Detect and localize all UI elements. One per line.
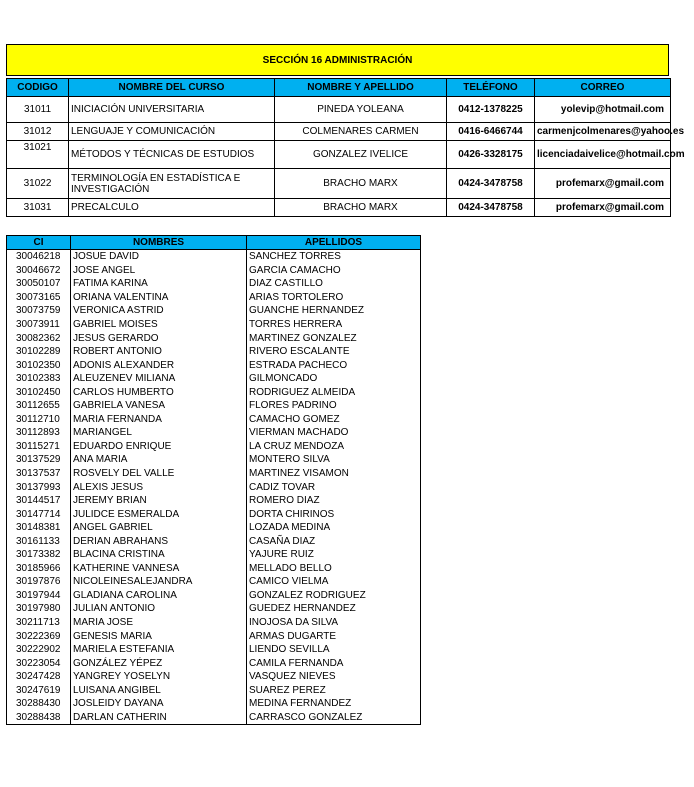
- header-nombre-apellido: NOMBRE Y APELLIDO: [275, 79, 447, 97]
- course-professor: GONZALEZ IVELICE: [275, 141, 447, 169]
- student-row: [7, 670, 421, 684]
- student-surnames: GUEDEZ HERNANDEZ: [247, 602, 421, 616]
- student-ci: 30185966: [7, 562, 71, 576]
- student-surnames: ARMAS DUGARTE: [247, 629, 421, 643]
- course-name: PRECALCULO: [69, 199, 275, 217]
- student-names: JESUS GERARDO: [71, 331, 247, 345]
- course-code: 31011: [7, 97, 69, 123]
- student-surnames: GUANCHE HERNANDEZ: [247, 304, 421, 318]
- student-row: [7, 372, 421, 386]
- student-names: GENESIS MARIA: [71, 629, 247, 643]
- course-row: [7, 141, 671, 169]
- student-surnames: GONZALEZ RODRIGUEZ: [247, 589, 421, 603]
- student-surnames: MARTINEZ GONZALEZ: [247, 331, 421, 345]
- student-row: [7, 264, 421, 278]
- student-names: MARIANGEL: [71, 426, 247, 440]
- student-names: JULIDCE ESMERALDA: [71, 507, 247, 521]
- course-email: licenciadaivelice@hotmail.com: [535, 141, 671, 169]
- section-title: SECCIÓN 16 ADMINISTRACIÓN: [6, 44, 669, 76]
- student-row: [7, 534, 421, 548]
- student-names: ANGEL GABRIEL: [71, 521, 247, 535]
- course-name: TERMINOLOGÍA EN ESTADÍSTICA E INVESTIGACIÓN: [69, 169, 275, 199]
- course-code: 31012: [7, 123, 69, 141]
- course-phone: 0424-3478758: [447, 169, 535, 199]
- course-header-row: [7, 79, 671, 97]
- course-professor: BRACHO MARX: [275, 169, 447, 199]
- student-names: EDUARDO ENRIQUE: [71, 440, 247, 454]
- student-names: JOSLEIDY DAYANA: [71, 697, 247, 711]
- student-names: MARIA FERNANDA: [71, 413, 247, 427]
- student-ci: 30115271: [7, 440, 71, 454]
- student-names: GABRIEL MOISES: [71, 318, 247, 332]
- student-surnames: CAMILA FERNANDA: [247, 656, 421, 670]
- student-surnames: VIERMAN MACHADO: [247, 426, 421, 440]
- student-names: MARIA JOSE: [71, 616, 247, 630]
- student-names: ALEUZENEV MILIANA: [71, 372, 247, 386]
- student-ci: 30247428: [7, 670, 71, 684]
- student-surnames: MELLADO BELLO: [247, 562, 421, 576]
- course-row: [7, 123, 671, 141]
- course-row: [7, 169, 671, 199]
- course-professor: BRACHO MARX: [275, 199, 447, 217]
- course-row: [7, 199, 671, 217]
- student-surnames: MARTINEZ VISAMON: [247, 467, 421, 481]
- student-surnames: CAMACHO GOMEZ: [247, 413, 421, 427]
- student-ci: 30082362: [7, 331, 71, 345]
- student-ci: 30288430: [7, 697, 71, 711]
- student-names: GONZÁLEZ YÉPEZ: [71, 656, 247, 670]
- student-names: JOSUE DAVID: [71, 250, 247, 264]
- header-correo: CORREO: [535, 79, 671, 97]
- course-phone: 0412-1378225: [447, 97, 535, 123]
- student-ci: 30148381: [7, 521, 71, 535]
- student-row: [7, 656, 421, 670]
- student-ci: 30050107: [7, 277, 71, 291]
- student-ci: 30147714: [7, 507, 71, 521]
- course-phone: 0416-6466744: [447, 123, 535, 141]
- student-row: [7, 480, 421, 494]
- student-names: ROBERT ANTONIO: [71, 345, 247, 359]
- student-surnames: TORRES HERRERA: [247, 318, 421, 332]
- student-surnames: ESTRADA PACHECO: [247, 358, 421, 372]
- student-ci: 30211713: [7, 616, 71, 630]
- student-ci: 30046218: [7, 250, 71, 264]
- student-row: [7, 385, 421, 399]
- student-ci: 30112655: [7, 399, 71, 413]
- student-row: [7, 643, 421, 657]
- student-row: [7, 629, 421, 643]
- student-names: CARLOS HUMBERTO: [71, 385, 247, 399]
- student-surnames: CASAÑA DIAZ: [247, 534, 421, 548]
- student-table: [6, 235, 421, 725]
- student-surnames: GILMONCADO: [247, 372, 421, 386]
- student-row: [7, 304, 421, 318]
- student-surnames: RODRIGUEZ ALMEIDA: [247, 385, 421, 399]
- student-names: GLADIANA CAROLINA: [71, 589, 247, 603]
- student-names: JULIAN ANTONIO: [71, 602, 247, 616]
- student-surnames: DORTA CHIRINOS: [247, 507, 421, 521]
- student-names: JEREMY BRIAN: [71, 494, 247, 508]
- student-surnames: DIAZ CASTILLO: [247, 277, 421, 291]
- student-ci: 30197980: [7, 602, 71, 616]
- student-row: [7, 548, 421, 562]
- student-row: [7, 426, 421, 440]
- student-surnames: SANCHEZ TORRES: [247, 250, 421, 264]
- student-row: [7, 399, 421, 413]
- student-ci: 30223054: [7, 656, 71, 670]
- student-names: DARLAN CATHERIN: [71, 711, 247, 725]
- student-row: [7, 291, 421, 305]
- student-names: YANGREY YOSELYN: [71, 670, 247, 684]
- student-row: [7, 602, 421, 616]
- student-names: KATHERINE VANNESA: [71, 562, 247, 576]
- course-name: INICIACIÓN UNIVERSITARIA: [69, 97, 275, 123]
- student-ci: 30197944: [7, 589, 71, 603]
- student-row: [7, 684, 421, 698]
- student-surnames: CAMICO VIELMA: [247, 575, 421, 589]
- student-surnames: LIENDO SEVILLA: [247, 643, 421, 657]
- course-name: MÉTODOS Y TÉCNICAS DE ESTUDIOS: [69, 141, 275, 169]
- student-ci: 30144517: [7, 494, 71, 508]
- student-surnames: ROMERO DIAZ: [247, 494, 421, 508]
- student-row: [7, 331, 421, 345]
- student-ci: 30288438: [7, 711, 71, 725]
- student-row: [7, 467, 421, 481]
- course-row: [7, 97, 671, 123]
- student-ci: 30102289: [7, 345, 71, 359]
- student-row: [7, 711, 421, 725]
- student-row: [7, 250, 421, 264]
- student-names: MARIELA ESTEFANIA: [71, 643, 247, 657]
- course-code: 31022: [7, 169, 69, 199]
- student-surnames: MONTERO SILVA: [247, 453, 421, 467]
- student-surnames: CARRASCO GONZALEZ: [247, 711, 421, 725]
- student-row: [7, 440, 421, 454]
- student-row: [7, 507, 421, 521]
- header-apellidos: APELLIDOS: [247, 236, 421, 250]
- student-surnames: LA CRUZ MENDOZA: [247, 440, 421, 454]
- student-ci: 30161133: [7, 534, 71, 548]
- student-ci: 30102383: [7, 372, 71, 386]
- header-nombres: NOMBRES: [71, 236, 247, 250]
- student-row: [7, 453, 421, 467]
- student-ci: 30046672: [7, 264, 71, 278]
- student-ci: 30112710: [7, 413, 71, 427]
- student-ci: 30173382: [7, 548, 71, 562]
- course-email: yolevip@hotmail.com: [535, 97, 671, 123]
- student-names: DERIAN ABRAHANS: [71, 534, 247, 548]
- student-row: [7, 589, 421, 603]
- student-names: VERONICA ASTRID: [71, 304, 247, 318]
- course-email: profemarx@gmail.com: [535, 169, 671, 199]
- course-email: carmenjcolmenares@yahoo.es: [535, 123, 671, 141]
- course-phone: 0426-3328175: [447, 141, 535, 169]
- student-ci: 30073911: [7, 318, 71, 332]
- course-code: 31021: [7, 141, 69, 169]
- student-ci: 30137529: [7, 453, 71, 467]
- student-ci: 30102350: [7, 358, 71, 372]
- course-professor: COLMENARES CARMEN: [275, 123, 447, 141]
- student-ci: 30102450: [7, 385, 71, 399]
- student-names: FATIMA KARINA: [71, 277, 247, 291]
- student-row: [7, 697, 421, 711]
- student-surnames: INOJOSA DA SILVA: [247, 616, 421, 630]
- student-names: LUISANA ANGIBEL: [71, 684, 247, 698]
- student-names: GABRIELA VANESA: [71, 399, 247, 413]
- course-phone: 0424-3478758: [447, 199, 535, 217]
- course-name: LENGUAJE Y COMUNICACIÓN: [69, 123, 275, 141]
- student-surnames: LOZADA MEDINA: [247, 521, 421, 535]
- student-surnames: SUAREZ PEREZ: [247, 684, 421, 698]
- student-ci: 30073759: [7, 304, 71, 318]
- student-row: [7, 413, 421, 427]
- student-row: [7, 616, 421, 630]
- student-surnames: CADIZ TOVAR: [247, 480, 421, 494]
- student-surnames: RIVERO ESCALANTE: [247, 345, 421, 359]
- student-ci: 30112893: [7, 426, 71, 440]
- student-surnames: VASQUEZ NIEVES: [247, 670, 421, 684]
- student-ci: 30222369: [7, 629, 71, 643]
- student-names: NICOLEINESALEJANDRA: [71, 575, 247, 589]
- student-row: [7, 358, 421, 372]
- course-code: 31031: [7, 199, 69, 217]
- student-surnames: YAJURE RUIZ: [247, 548, 421, 562]
- student-row: [7, 521, 421, 535]
- student-row: [7, 494, 421, 508]
- header-nombre-curso: NOMBRE DEL CURSO: [69, 79, 275, 97]
- student-ci: 30222902: [7, 643, 71, 657]
- header-codigo: CODIGO: [7, 79, 69, 97]
- student-surnames: GARCIA CAMACHO: [247, 264, 421, 278]
- course-email: profemarx@gmail.com: [535, 199, 671, 217]
- student-row: [7, 575, 421, 589]
- course-professor: PINEDA YOLEANA: [275, 97, 447, 123]
- student-names: BLACINA CRISTINA: [71, 548, 247, 562]
- student-names: ORIANA VALENTINA: [71, 291, 247, 305]
- student-names: ADONIS ALEXANDER: [71, 358, 247, 372]
- student-surnames: ARIAS TORTOLERO: [247, 291, 421, 305]
- student-ci: 30073165: [7, 291, 71, 305]
- header-telefono: TELÉFONO: [447, 79, 535, 97]
- student-names: JOSE ANGEL: [71, 264, 247, 278]
- student-ci: 30247619: [7, 684, 71, 698]
- header-ci: CI: [7, 236, 71, 250]
- student-names: ALEXIS JESUS: [71, 480, 247, 494]
- student-row: [7, 277, 421, 291]
- student-ci: 30137537: [7, 467, 71, 481]
- student-surnames: MEDINA FERNANDEZ: [247, 697, 421, 711]
- student-row: [7, 318, 421, 332]
- student-ci: 30137993: [7, 480, 71, 494]
- student-surnames: FLORES PADRINO: [247, 399, 421, 413]
- student-row: [7, 345, 421, 359]
- student-row: [7, 562, 421, 576]
- course-table: [6, 78, 685, 217]
- student-names: ROSVELY DEL VALLE: [71, 467, 247, 481]
- student-names: ANA MARIA: [71, 453, 247, 467]
- student-header-row: [7, 236, 421, 250]
- student-ci: 30197876: [7, 575, 71, 589]
